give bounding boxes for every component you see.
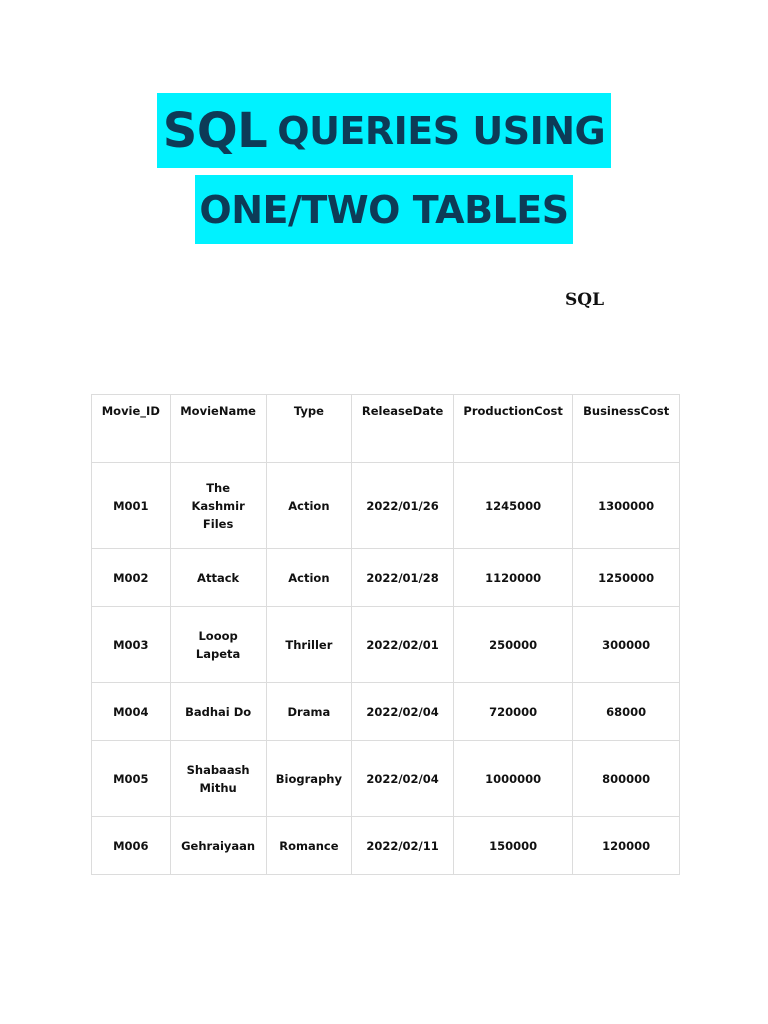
cell-business-cost: 1250000: [573, 549, 680, 607]
movies-table: [91, 394, 680, 875]
cell-type: Action: [266, 549, 352, 607]
cell-movie-id: M004: [92, 683, 171, 741]
title-line-2: [0, 175, 768, 244]
cell-movie-name: [170, 549, 266, 607]
cell-movie-name: [170, 607, 266, 683]
movie-name-text: Gehraiyaan: [181, 838, 256, 853]
cell-production-cost: 1120000: [453, 549, 572, 607]
header-business-cost: BusinessCost: [573, 395, 680, 463]
table-row: [92, 741, 680, 817]
movie-name-text: Looop Lapeta: [195, 628, 241, 661]
movie-name-text: Badhai Do: [185, 704, 252, 719]
cell-production-cost: 720000: [453, 683, 572, 741]
cell-production-cost: 1245000: [453, 463, 572, 549]
header-movie-id: Movie_ID: [92, 395, 171, 463]
header-production-cost: ProductionCost: [453, 395, 572, 463]
table-row: [92, 683, 680, 741]
title-queries-using: QUERIES USING: [277, 108, 606, 153]
table-header-row: [92, 395, 680, 463]
table-row: [92, 549, 680, 607]
cell-movie-id: M003: [92, 607, 171, 683]
cell-movie-id: M005: [92, 741, 171, 817]
cell-business-cost: 120000: [573, 817, 680, 875]
movie-name-text: Attack: [197, 570, 240, 585]
cell-release-date: 2022/02/04: [352, 741, 454, 817]
table-row: [92, 607, 680, 683]
table-row: [92, 817, 680, 875]
cell-production-cost: 1000000: [453, 741, 572, 817]
header-movie-name: MovieName: [170, 395, 266, 463]
cell-release-date: 2022/01/26: [352, 463, 454, 549]
cell-release-date: 2022/02/01: [352, 607, 454, 683]
title-sql: SQL: [162, 102, 268, 159]
cell-release-date: 2022/02/04: [352, 683, 454, 741]
cell-movie-name: [170, 817, 266, 875]
cell-movie-name: [170, 683, 266, 741]
header-type: Type: [266, 395, 352, 463]
title-line-1: [0, 93, 768, 168]
cell-business-cost: 300000: [573, 607, 680, 683]
cell-movie-id: M006: [92, 817, 171, 875]
cell-movie-name: [170, 741, 266, 817]
cell-release-date: 2022/01/28: [352, 549, 454, 607]
cell-business-cost: 68000: [573, 683, 680, 741]
cell-business-cost: 800000: [573, 741, 680, 817]
cell-business-cost: 1300000: [573, 463, 680, 549]
cell-movie-id: M002: [92, 549, 171, 607]
cell-production-cost: 150000: [453, 817, 572, 875]
cell-production-cost: 250000: [453, 607, 572, 683]
table-row: [92, 463, 680, 549]
title-one-two-tables: ONE/TWO TABLES: [195, 175, 572, 244]
movie-name-text: The Kashmir Files: [191, 480, 245, 531]
cell-movie-id: M001: [92, 463, 171, 549]
title-highlight-1: [157, 93, 611, 168]
cell-release-date: 2022/02/11: [352, 817, 454, 875]
movie-name-text: Shabaash Mithu: [186, 762, 250, 795]
cell-movie-name: [170, 463, 266, 549]
header-release-date: ReleaseDate: [352, 395, 454, 463]
cell-type: Thriller: [266, 607, 352, 683]
cell-type: Romance: [266, 817, 352, 875]
cell-type: Action: [266, 463, 352, 549]
cell-type: Biography: [266, 741, 352, 817]
cell-type: Drama: [266, 683, 352, 741]
sql-label: SQL: [565, 290, 605, 310]
